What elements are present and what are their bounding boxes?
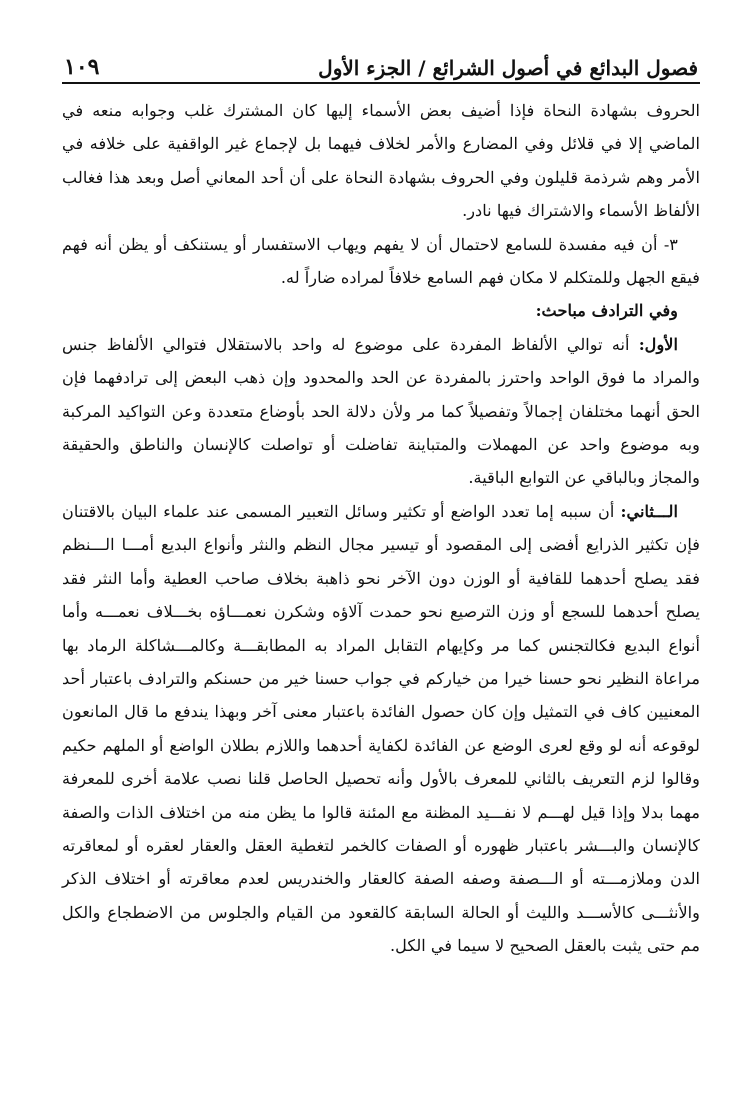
- page-number: ١٠٩: [64, 54, 100, 80]
- paragraph-3-term: الأول:: [638, 334, 678, 354]
- running-title: فصول البدائع في أصول الشرائع / الجزء الأول: [318, 56, 698, 80]
- section-heading: وفي الترادف مباحث:: [535, 301, 678, 321]
- paragraph-2: ٣- أن فيه مفسدة للسامع لاحتمال أن لا يفهم ويهاب الاستفسار أو يستنكف أو يظن أنه فهم فيقع الجهل وللمتكلم لا مكان فهم السامع خلافاً لمراده ضاراً له.: [62, 234, 700, 288]
- page-header: [62, 40, 700, 84]
- page-body: [62, 94, 700, 963]
- paragraph-4-term: الـــثاني:: [620, 501, 678, 521]
- paragraph-1: الحروف بشهادة النحاة فإذا أضيف بعض الأسماء إليها كان المشترك غلب وجوابه منعه في الماضي إلا في قلائل وفي المضارع والأمر لخلاف فيهما بل لإجماع غير الواقفية على خلافه في الأمر وهم شرذمة قليلون وفي الحروف بشهادة النحاة على أن أحد المعاني أصل وبعد هذا فغالب الألفاظ الأسماء والاشتراك فيها نادر.: [62, 101, 700, 221]
- book-page: [62, 40, 700, 1050]
- paragraph-4: [62, 495, 700, 963]
- paragraph-4-text: أن سببه إما تعدد الواضع أو تكثير وسائل التعبير المسمى عند علماء البيان بالاقتنان فإن تكثير الذرايع أفضى إلى المقصود أو تيسير مجال النظم والنثر وأنواع البديع أمـــا الـــنظم فقد يصلح أحدهما للقافية أو الوزن دون الآخر نحو ذاهبة بخلاف صاحب العطية وأما النثر فقد يصلح أحدهما للسجع أو وزن الترصيع نحو حمدت آلاؤه وشكرن نعمـــاؤه بخـــلاف نعمـــه وأما أنواع البديع فكالتجنس كما مر وكإيهام التقابل المراد به المطابقـــة وكالمـــشاكلة الرماد بها مراعاة النظير نحو حسنا خيرا من خياركم في جواب حسنا خير من حسنكم والترادف باعتبار أحد المعنيين كاف في التمثيل وإن كان حصول الفائدة باعتبار معنى آخر وبهذا يندفع ما قال المانعون لوقوعه أنه لو وقع لعرى الوضع عن الفائدة لكفاية أحدهما واللازم بطلان الواضع أو الملهم حكيم وقالوا لزم التعريف بالثاني للمعرف بالأول وأنه تحصيل الحاصل قلنا نصب علامة أخرى للمعرفة مهما بدلا وإذا قيل لهـــم لا نفـــيد المظنة مع المئنة قالوا ما يظن منه من اختلاف الذات والصفة كالإنسان والبـــشر باعتبار ظهوره أو الصفات كالخمر لتغطية العقل والعقار لعقره أو لمعاقرته الدن وملازمـــته أو الـــصفة وصفه الصفة كالعقار والخندريس لعدم معاقرته أو اختلاف الذكر والأنثـــى كالأســـد والليث أو الحالة السابقة كالقعود من القيام والجلوس من الاضطجاع والكل مم حتى يثبت بالعقل الصحيح لا سيما في الكل.: [62, 501, 700, 956]
- paragraph-3: [62, 328, 700, 495]
- paragraph-3-text: أنه توالي الألفاظ المفردة على موضوع له واحد بالاستقلال فتوالي الألفاظ جنس والمراد ما فوق الواحد واحترز بالمفردة عن الحد والمحدود وإن ذهب البعض إلى ترادفهما فإن الحق أنهما مختلفان إجمالاً وتفصيلاً كما مر ولأن دلالة الحد بأوضاع متعددة وعن التواكيد المركبة وبه موضوع واحد عن المهملات والمتباينة تفاضلت أو تواصلت كالإنسان والناطق والحقيقة والمجاز وبالباقي عن التوابع الباقية.: [62, 334, 700, 488]
